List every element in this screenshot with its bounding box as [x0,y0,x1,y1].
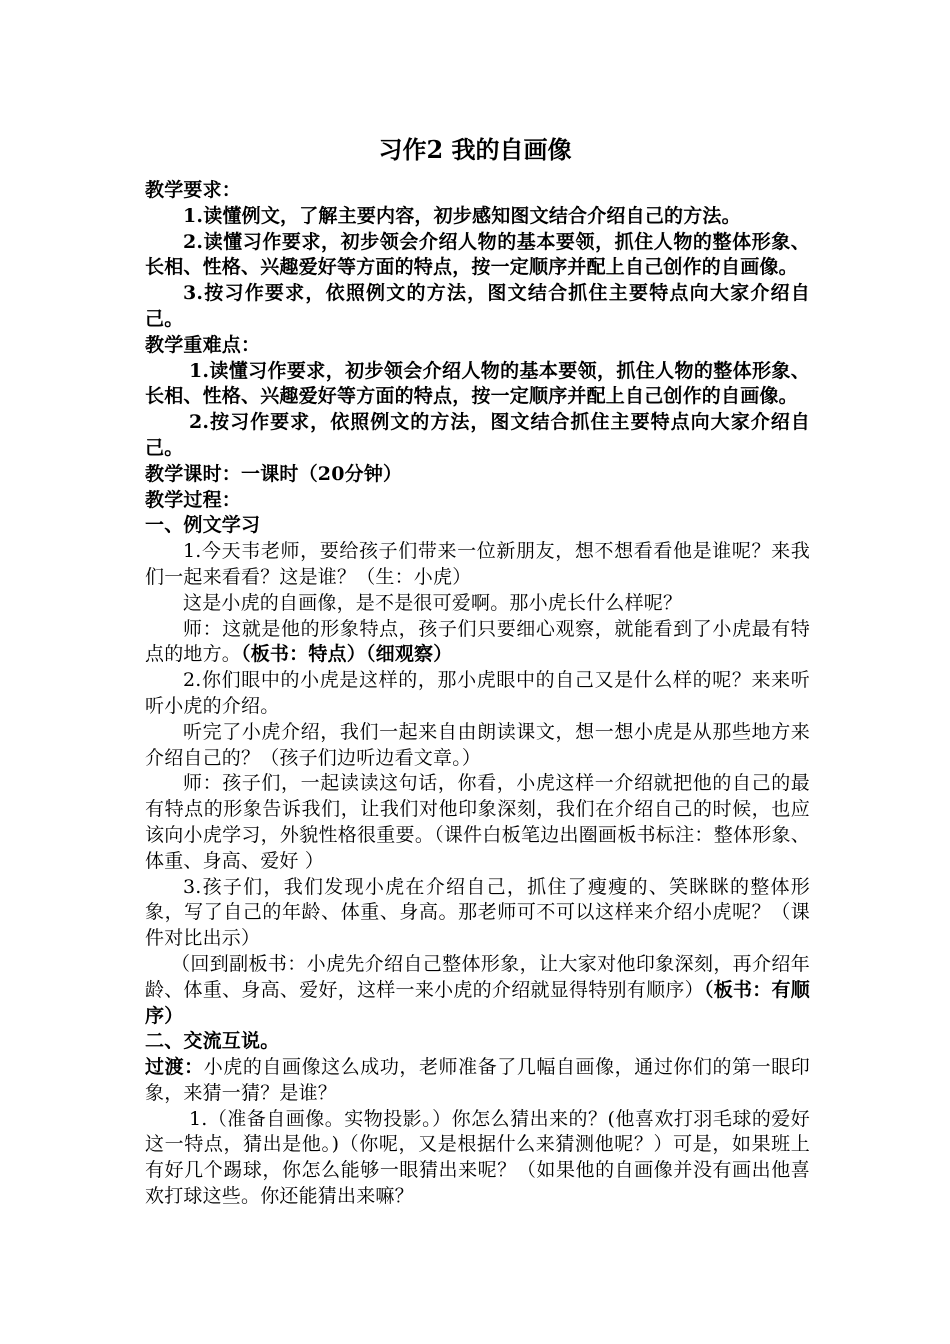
body-paragraph: 1.今天韦老师，要给孩子们带来一位新朋友，想不想看看他是谁呢？来我们一起来看看？这是谁？（生：小虎） [145,540,810,588]
requirement-item: 2.读懂习作要求，初步领会介绍人物的基本要领，抓住人物的整体形象、长相、性格、兴趣爱好等方面的特点，按一定顺序并配上自己创作的自画像。 [145,230,810,279]
body-paragraph: 听完了小虎介绍，我们一起来自由朗读课文，想一想小虎是从那些地方来介绍自己的？（孩子们边听边看文章。） [145,720,810,769]
body-paragraph: 师：这就是他的形象特点，孩子们只要细心观察，就能看到了小虎最有特点的地方。（板书：特点）（细观察） [145,617,810,666]
section-heading-class-hours: 教学课时：一课时（20分钟） [145,462,403,485]
requirement-item: 1.读懂例文，了解主要内容，初步感知图文结合介绍自己的方法。 [183,204,741,227]
transition-label: 过渡： [145,1056,204,1079]
body-paragraph: 3.孩子们，我们发现小虎在介绍自己，抓住了瘦瘦的、笑眯眯的整体形象，写了自己的年龄、体重、身高。那老师可不可以这样来介绍小虎呢？（课件对比出示） [145,875,810,950]
body-paragraph: （回到副板书：小虎先介绍自己整体形象，让大家对他印象深刻，再介绍年龄、体重、身高、爱好，这样一来小虎的介绍就显得特别有顺序）（板书：有顺序） [145,952,810,1027]
section-heading-key-points: 教学重难点： [145,333,261,356]
body-paragraph: 1.（准备自画像。实物投影。）你怎么猜出来的？(他喜欢打羽毛球的爱好这一特点，猜出是他。)（你呢，又是根据什么来猜测他呢？）可是，如果班上有好几个踢球，你怎么能够一眼猜出来呢？（如果他的自画像并没有画出他喜欢打球这些。你还能猜出来嘛？ [145,1107,810,1208]
section-heading-example-study: 一、例文学习 [145,514,261,537]
section-heading-process: 教学过程： [145,488,242,511]
requirement-item: 3.按习作要求，依照例文的方法，图文结合抓住主要特点向大家介绍自己。 [145,282,810,330]
body-paragraph: 这是小虎的自画像，是不是很可爱啊。那小虎长什么样呢？ [183,591,683,614]
section-heading-requirements: 教学要求： [145,179,242,201]
key-point-item: 1.读懂习作要求，初步领会介绍人物的基本要领，抓住人物的整体形象、长相、性格、兴趣爱好等方面的特点，按一定顺序并配上自己创作的自画像。 [145,359,810,408]
board-note: （板书：特点）（细观察） [241,643,453,666]
body-paragraph: 过渡：小虎的自画像这么成功，老师准备了几幅自画像，通过你们的第一眼印象，来猜一猜？是谁？ [145,1056,811,1104]
body-paragraph: 2.你们眼中的小虎是这样的，那小虎眼中的自己又是什么样的呢？来来听听小虎的介绍。 [145,669,810,717]
section-heading-exchange: 二、交流互说。 [145,1030,280,1053]
body-paragraph: 师：孩子们，一起读读这句话，你看，小虎这样一介绍就把他的自己的最有特点的形象告诉我们，让我们对他印象深刻，我们在介绍自己的时候，也应该向小虎学习，外貌性格很重要。（课件白板笔边出圈画板书标注：整体形象、体重、身高、爱好 ） [145,772,810,872]
page-title: 习作2 我的自画像 [378,135,572,164]
document-body [145,178,810,1210]
key-point-item: 2.按习作要求，依照例文的方法，图文结合抓住主要特点向大家介绍自己。 [145,411,810,459]
board-note: （板书：有顺序） [145,978,810,1027]
